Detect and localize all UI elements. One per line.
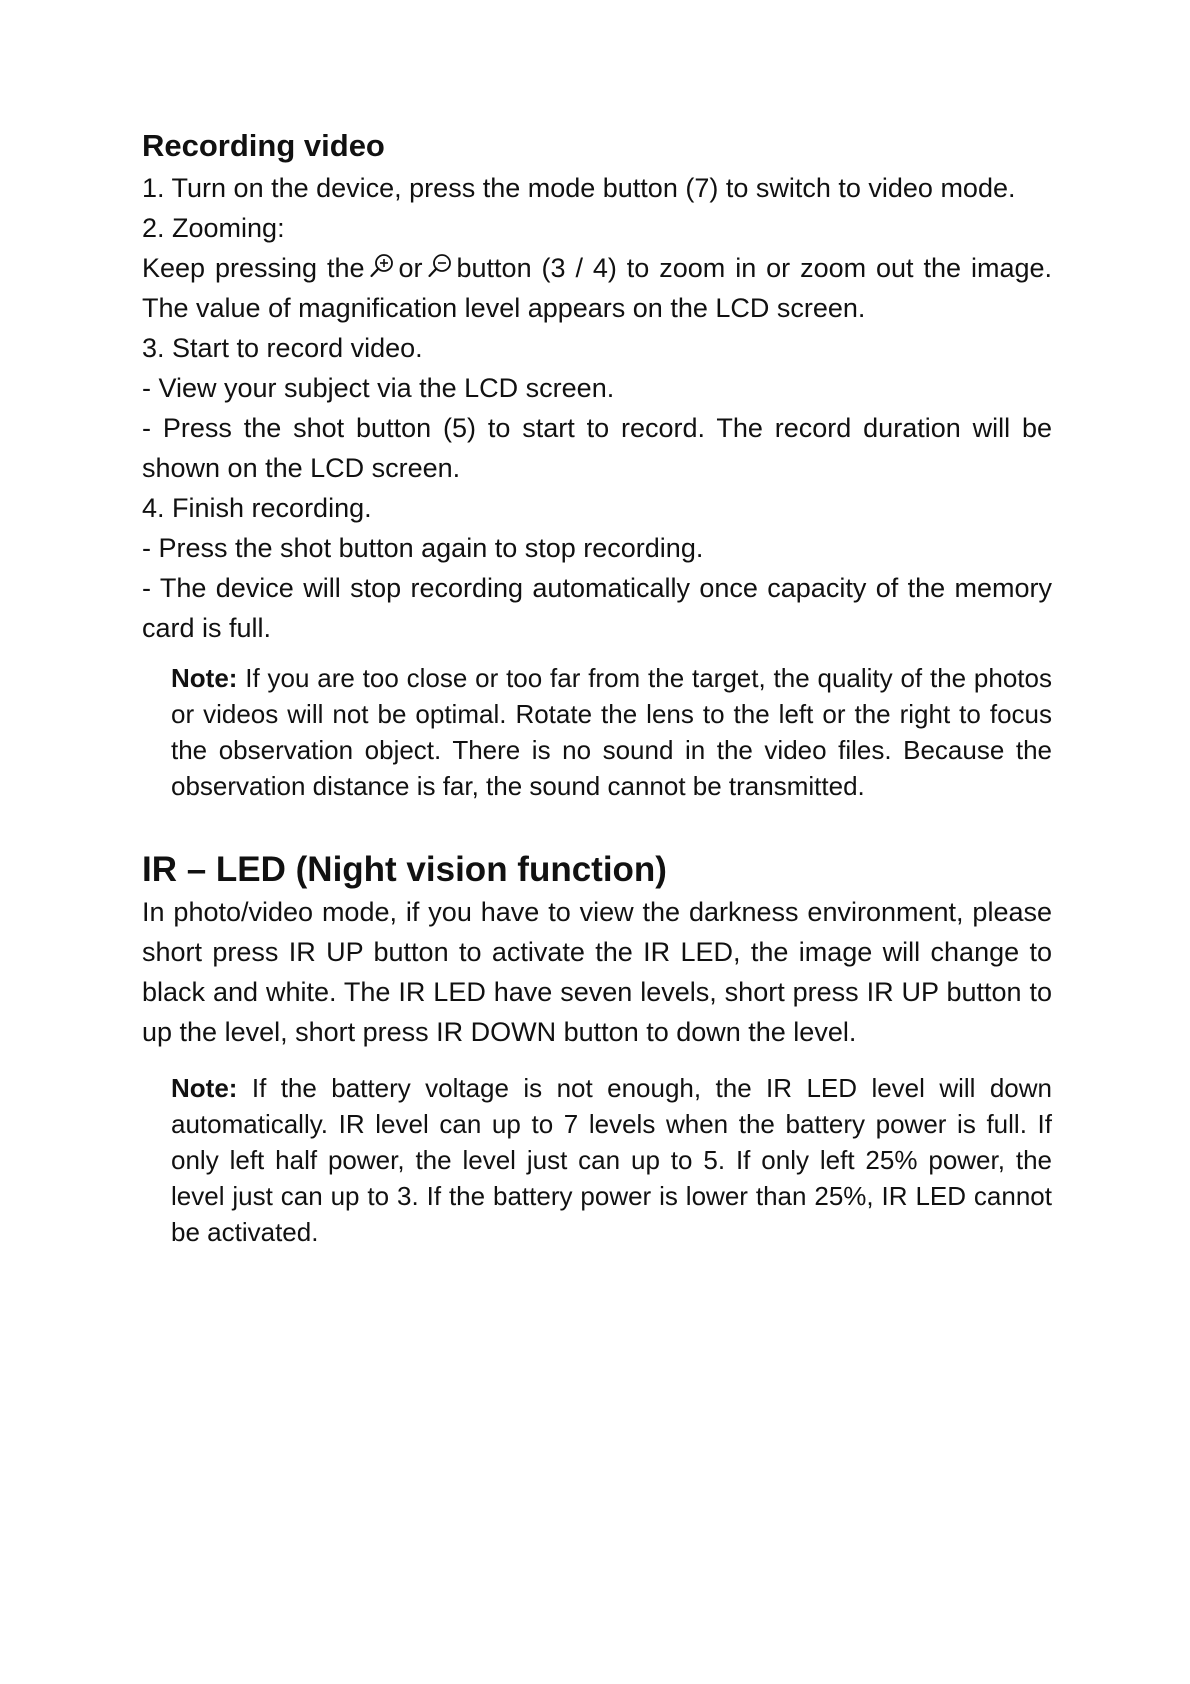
step-1-text: 1. Turn on the device, press the mode button (7) to switch to video mode. <box>142 173 1016 203</box>
ir-led-heading: IR – LED (Night vision function) <box>142 850 667 889</box>
ir-led-note <box>171 1070 1052 1250</box>
document-page <box>142 128 1052 1250</box>
zoom-text-b: button (3 / 4) to zoom in or zoom out the image. The value of magnification level appears on the LCD screen. <box>142 253 1052 323</box>
recording-note-label: Note: <box>171 663 238 693</box>
recording-note <box>171 660 1052 804</box>
recording-note-text: If you are too close or too far from the target, the quality of the photos or videos will not be optimal. Rotate the lens to the left or the right to focus the observation object. There is no sound in the video files. Because the observation distance is far, the sound cannot be transmitted. <box>171 663 1052 801</box>
zoom-text-or: or <box>398 253 423 283</box>
zoom-in-icon <box>369 253 395 279</box>
step-3-text: 3. Start to record video. <box>142 333 423 363</box>
ir-led-body: In photo/video mode, if you have to view the darkness environment, please short press IR UP button to activate the IR LED, the image will change to black and white. The IR LED have seven levels, short press IR UP button to up the level, short press IR DOWN button to down the level. <box>142 897 1052 1047</box>
recording-video-heading: Recording video <box>142 128 385 163</box>
zoom-out-icon <box>427 253 453 279</box>
step-3-bullet-a: - View your subject via the LCD screen. <box>142 373 615 403</box>
step-2-text: 2. Zooming: <box>142 213 285 243</box>
step-4-text: 4. Finish recording. <box>142 493 372 523</box>
zoom-instructions <box>142 248 1052 328</box>
step-4-bullet-b: - The device will stop recording automatically once capacity of the memory card is full. <box>142 573 1052 643</box>
ir-led-note-text: If the battery voltage is not enough, the IR LED level will down automatically. IR level can up to 7 levels when the battery power is full. If only left half power, the level just can up to 5. If only left 25% power, the level just can up to 3. If the battery power is lower than 25%, IR LED cannot be activated. <box>171 1073 1052 1247</box>
ir-led-note-label: Note: <box>171 1073 238 1103</box>
step-3-bullet-b: - Press the shot button (5) to start to record. The record duration will be shown on the LCD screen. <box>142 413 1052 483</box>
step-4-bullet-a: - Press the shot button again to stop recording. <box>142 533 704 563</box>
zoom-text-a: Keep pressing the <box>142 253 365 283</box>
